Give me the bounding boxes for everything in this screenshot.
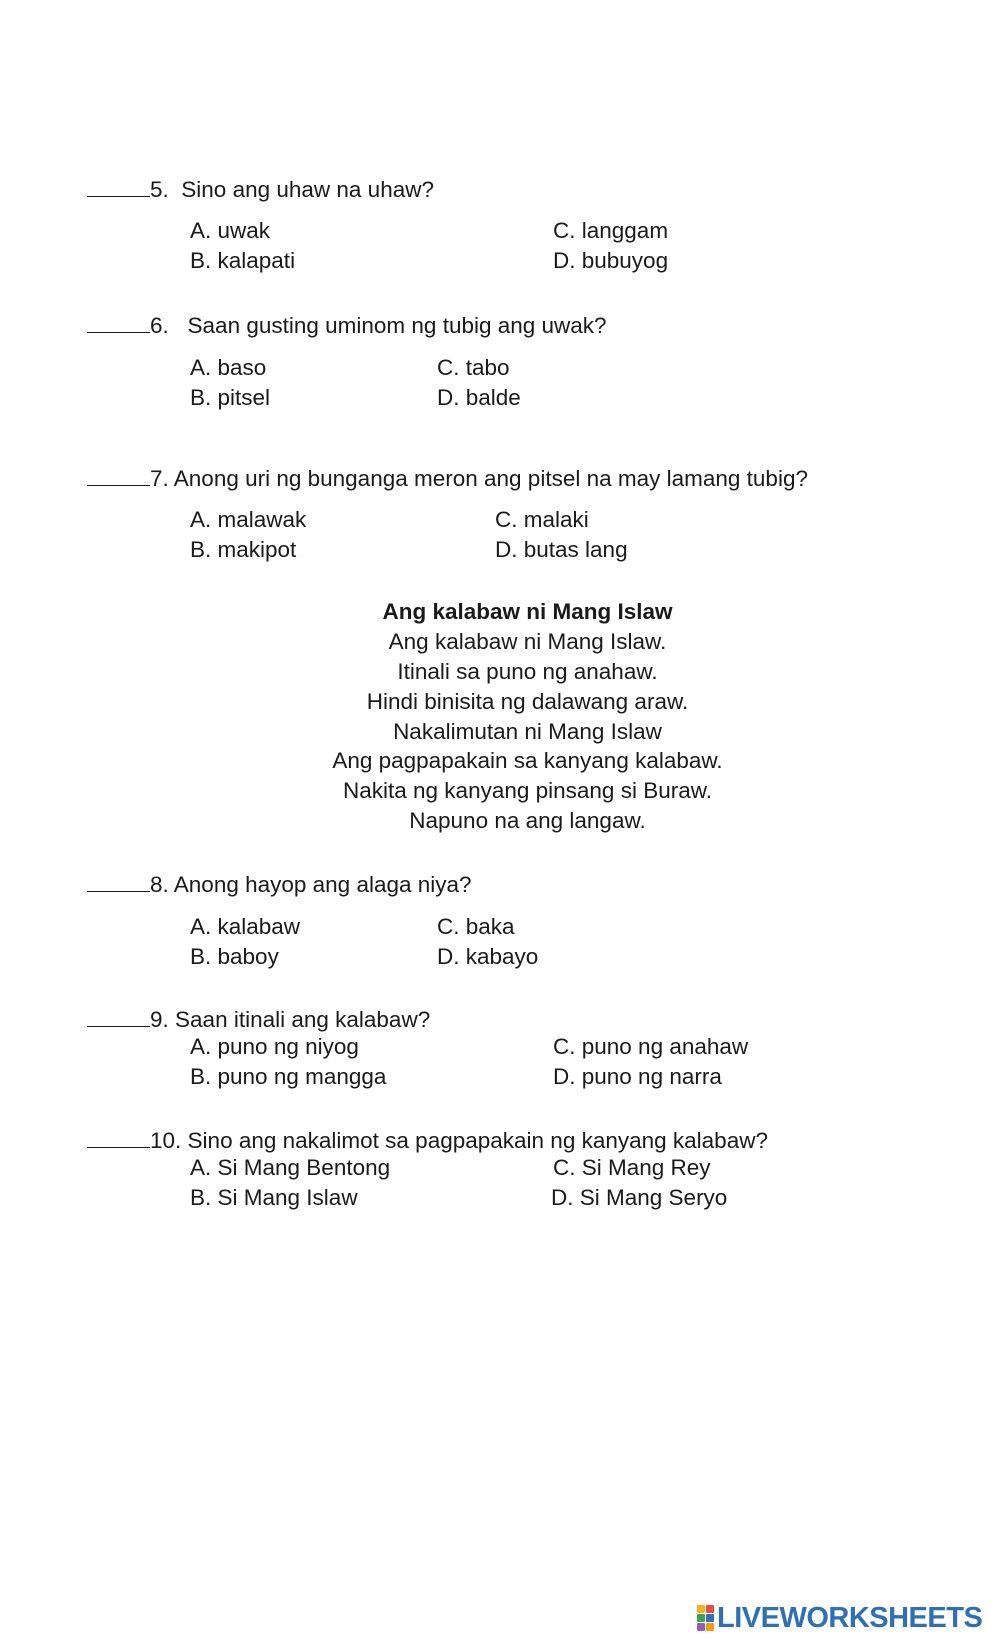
question-number: 6. bbox=[150, 313, 169, 338]
question-7 bbox=[87, 465, 808, 491]
choice-a: A. uwak bbox=[190, 218, 271, 243]
answer-blank[interactable] bbox=[87, 1006, 150, 1027]
question-text: Saan itinali ang kalabaw? bbox=[175, 1007, 431, 1032]
choice-b: B. kalapati bbox=[190, 248, 296, 273]
logo-text: LIVEWORKSHEETS bbox=[717, 1601, 983, 1634]
question-number: 8. bbox=[150, 872, 169, 897]
logo-grid-icon bbox=[697, 1605, 714, 1631]
poem-line: Nakalimutan ni Mang Islaw bbox=[393, 719, 662, 744]
choice-c: C. malaki bbox=[495, 507, 589, 532]
question-6 bbox=[87, 312, 607, 338]
question-number: 5. bbox=[150, 177, 169, 202]
logo-square bbox=[706, 1605, 714, 1613]
choice-b: B. baboy bbox=[190, 944, 279, 969]
poem-line: Nakita ng kanyang pinsang si Buraw. bbox=[343, 778, 712, 803]
question-text: Sino ang uhaw na uhaw? bbox=[181, 177, 434, 202]
choice-c: C. langgam bbox=[553, 218, 669, 243]
poem-line: Ang kalabaw ni Mang Islaw. bbox=[388, 629, 667, 654]
question-text: Saan gusting uminom ng tubig ang uwak? bbox=[187, 313, 607, 338]
choice-d: D. Si Mang Seryo bbox=[551, 1185, 728, 1210]
logo-square bbox=[697, 1605, 705, 1613]
question-5 bbox=[87, 176, 434, 202]
choice-a: A. baso bbox=[190, 355, 267, 380]
question-number: 9. bbox=[150, 1007, 169, 1032]
question-text: Sino ang nakalimot sa pagpapakain ng kanyang kalabaw? bbox=[187, 1128, 768, 1153]
logo-square bbox=[706, 1623, 714, 1631]
logo-square bbox=[697, 1623, 705, 1631]
logo-square bbox=[706, 1614, 714, 1622]
answer-blank[interactable] bbox=[87, 176, 150, 197]
choice-c: C. baka bbox=[437, 914, 515, 939]
choice-a: A. puno ng niyog bbox=[190, 1034, 359, 1059]
liveworksheets-logo[interactable] bbox=[697, 1602, 982, 1634]
choice-b: B. Si Mang Islaw bbox=[190, 1185, 358, 1210]
poem-line: Hindi binisita ng dalawang araw. bbox=[366, 689, 689, 714]
choice-d: D. puno ng narra bbox=[553, 1064, 722, 1089]
choice-c: C. tabo bbox=[437, 355, 510, 380]
question-text: Anong uri ng bunganga meron ang pitsel na may lamang tubig? bbox=[173, 466, 808, 491]
choice-a: A. Si Mang Bentong bbox=[190, 1155, 391, 1180]
question-number: 10. bbox=[150, 1128, 182, 1153]
poem-line: Itinali sa puno ng anahaw. bbox=[397, 659, 658, 684]
poem-line: Ang pagpapakain sa kanyang kalabaw. bbox=[332, 748, 723, 773]
choice-b: B. puno ng mangga bbox=[190, 1064, 387, 1089]
choice-d: D. kabayo bbox=[437, 944, 539, 969]
choice-d: D. balde bbox=[437, 385, 521, 410]
choice-d: D. bubuyog bbox=[553, 248, 669, 273]
poem-line: Napuno na ang langaw. bbox=[409, 808, 646, 833]
choice-d: D. butas lang bbox=[495, 537, 628, 562]
choice-a: A. kalabaw bbox=[190, 914, 301, 939]
choice-c: C. Si Mang Rey bbox=[553, 1155, 711, 1180]
question-10 bbox=[87, 1127, 768, 1153]
answer-blank[interactable] bbox=[87, 1127, 150, 1148]
choice-b: B. makipot bbox=[190, 537, 297, 562]
choice-c: C. puno ng anahaw bbox=[553, 1034, 749, 1059]
question-9 bbox=[87, 1006, 430, 1032]
poem-title: Ang kalabaw ni Mang Islaw bbox=[382, 599, 673, 624]
question-number: 7. bbox=[150, 466, 169, 491]
logo-square bbox=[697, 1614, 705, 1622]
choice-b: B. pitsel bbox=[190, 385, 271, 410]
answer-blank[interactable] bbox=[87, 312, 150, 333]
choice-a: A. malawak bbox=[190, 507, 307, 532]
question-text: Anong hayop ang alaga niya? bbox=[173, 872, 472, 897]
answer-blank[interactable] bbox=[87, 871, 150, 892]
answer-blank[interactable] bbox=[87, 465, 150, 486]
question-8 bbox=[87, 871, 472, 897]
